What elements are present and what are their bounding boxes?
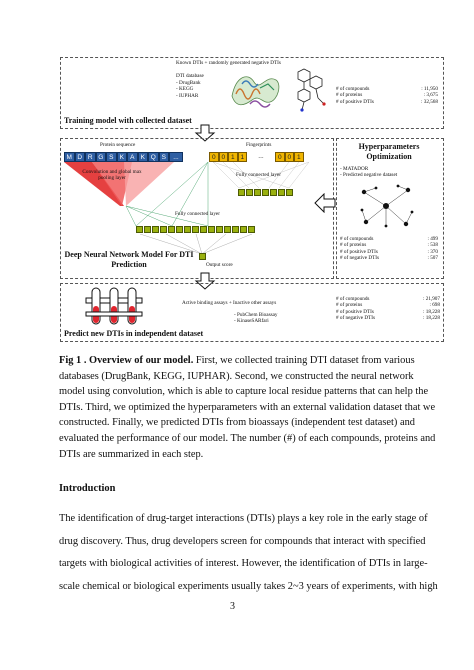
training-db-item: - IUPHAR (176, 92, 199, 99)
predict-title: Predict new DTIs in independent dataset (64, 329, 204, 338)
fc-cell (240, 226, 247, 233)
training-db-item: - KEGG (176, 86, 194, 93)
page-number: 3 (230, 601, 235, 612)
training-db-title: DTI database (176, 73, 204, 79)
training-db-item: - DrugBank (176, 80, 201, 86)
fc-cell (262, 189, 269, 196)
convolution-label: Convolution and global max pooling layer (82, 169, 142, 182)
network-graph-illustration (358, 184, 416, 230)
hyper-stat-row: # of proteins : 538 (340, 242, 438, 249)
test-tubes-illustration (84, 284, 144, 328)
fc-cell (232, 226, 239, 233)
output-score-label: Output score (206, 262, 233, 268)
fingerprint-cell: 0 (219, 152, 229, 162)
protein-structure-illustration (226, 66, 284, 116)
fingerprint-cell: 1 (294, 152, 304, 162)
fc-small-label: Fully connected layer (236, 172, 281, 178)
fingerprint-cell: 0 (209, 152, 219, 162)
fc-small-layer (238, 189, 293, 196)
protein-sequence (64, 152, 183, 162)
sequence-cell: S (106, 152, 117, 162)
predict-stat-row: # of compounds : 21,907 (336, 296, 440, 302)
training-title: Training model with collected dataset (64, 116, 192, 125)
sequence-cell: G (96, 152, 107, 162)
fc-cell (278, 189, 285, 196)
fc-cell (184, 226, 191, 233)
training-known-text: Known DTIs + randomly generated negative DTIs (176, 60, 281, 66)
fingerprint (209, 152, 304, 162)
predict-stat-row: # of negative DTIs : 18,228 (336, 315, 440, 322)
hyper-title: Hyperparameters Optimization (358, 142, 420, 161)
section-heading: Introduction (59, 483, 116, 494)
training-stat-row: # of compounds : 11,950 (336, 86, 438, 92)
caption-label: Fig 1 . Overview of our model. (59, 355, 194, 366)
sequence-cell: M (64, 152, 75, 162)
fc-cell (216, 226, 223, 233)
fc-cell (208, 226, 215, 233)
training-db-list (176, 80, 201, 99)
fingerprint-cell: 1 (238, 152, 248, 162)
sequence-cell: K (138, 152, 149, 162)
hyper-stat-row: # of positive DTIs : 370 (340, 248, 438, 255)
fingerprint-cell: 0 (285, 152, 295, 162)
fc-cell (136, 226, 143, 233)
dnn-title: Deep Neural Network Model For DTI Prediction (64, 250, 194, 269)
fc-cell (246, 189, 253, 196)
hyper-stats (340, 236, 438, 262)
training-stat-row: # of positive DTIs : 32,568 (336, 98, 438, 105)
figure-caption (59, 353, 439, 462)
training-stats (336, 86, 438, 105)
sequence-cell: A (127, 152, 138, 162)
compound-structure-illustration (288, 66, 330, 114)
predict-stat-row: # of positive DTIs : 18,228 (336, 308, 440, 315)
hyper-items (340, 166, 397, 179)
hyper-item: - MATADOR (340, 166, 369, 172)
fc-cell (200, 226, 207, 233)
predict-item: - KinaseSARfari (234, 318, 269, 325)
fc-main-label: Fully connected layer (175, 211, 220, 217)
sequence-cell: R (85, 152, 96, 162)
fc-cell (248, 226, 255, 233)
section-paragraph: The identification of drug-target interactions (DTIs) plays a key role in the early stage of drug discovery. Thus, drug developers screen for compounds that interact with specified targets with biological activities of interest. However, the identification of DTIs in large-scale chemical or biological experiments usually takes 2~3 years of experiments, with high (59, 513, 438, 592)
fc-cell (224, 226, 231, 233)
hyper-item: - Predicted negative dataset (340, 172, 398, 179)
predict-items (234, 312, 278, 325)
caption-text: First, we collected training DTI dataset from various databases (DrugBank, KEGG, IUPHAR). Second, we constructed the neural network model using convolution, which is able to capture local residue patterns that can help the DTIs. Third, we optimized the hyperparameters with an external validation dataset that we constructed. Finally, we predicted DTIs from bioassays (independent test dataset) and evaluated the performance of our model. The number (#) of each compounds, proteins and DTIs are summarized in each step. (59, 355, 436, 460)
fc-cell (168, 226, 175, 233)
predict-assays-text: Active binding assays + Inactive other assays (182, 300, 277, 306)
training-stat-row: # of proteins : 3,675 (336, 92, 438, 99)
predict-stat-row: # of proteins : 698 (336, 302, 440, 309)
fingerprint-label: Fingerprints (246, 142, 272, 148)
hyper-stat-row: # of compounds : 499 (340, 236, 438, 242)
fc-cell (176, 226, 183, 233)
fc-cell (286, 189, 293, 196)
fc-cell (152, 226, 159, 233)
fc-main-layer (136, 226, 255, 233)
sequence-cell: S (159, 152, 170, 162)
fc-cell (254, 189, 261, 196)
sequence-cell: D (75, 152, 86, 162)
sequence-cell: ... (169, 152, 183, 162)
fc-cell (160, 226, 167, 233)
protein-sequence-label: Protein sequence (100, 142, 136, 148)
sequence-cell: Q (148, 152, 159, 162)
fingerprint-cell: 1 (228, 152, 238, 162)
predict-stats (336, 296, 440, 322)
fc-cell (192, 226, 199, 233)
fc-cell (144, 226, 151, 233)
left-arrow-icon (314, 193, 336, 213)
fingerprint-cell: 0 (275, 152, 285, 162)
hyper-stat-row: # of negative DTIs : 507 (340, 255, 438, 262)
fc-cell (238, 189, 245, 196)
fc-cell (270, 189, 277, 196)
fingerprint-cell: ... (247, 152, 275, 162)
sequence-cell: K (117, 152, 128, 162)
output-node (199, 253, 206, 260)
predict-item: - PubChem Bioassay (234, 312, 278, 318)
